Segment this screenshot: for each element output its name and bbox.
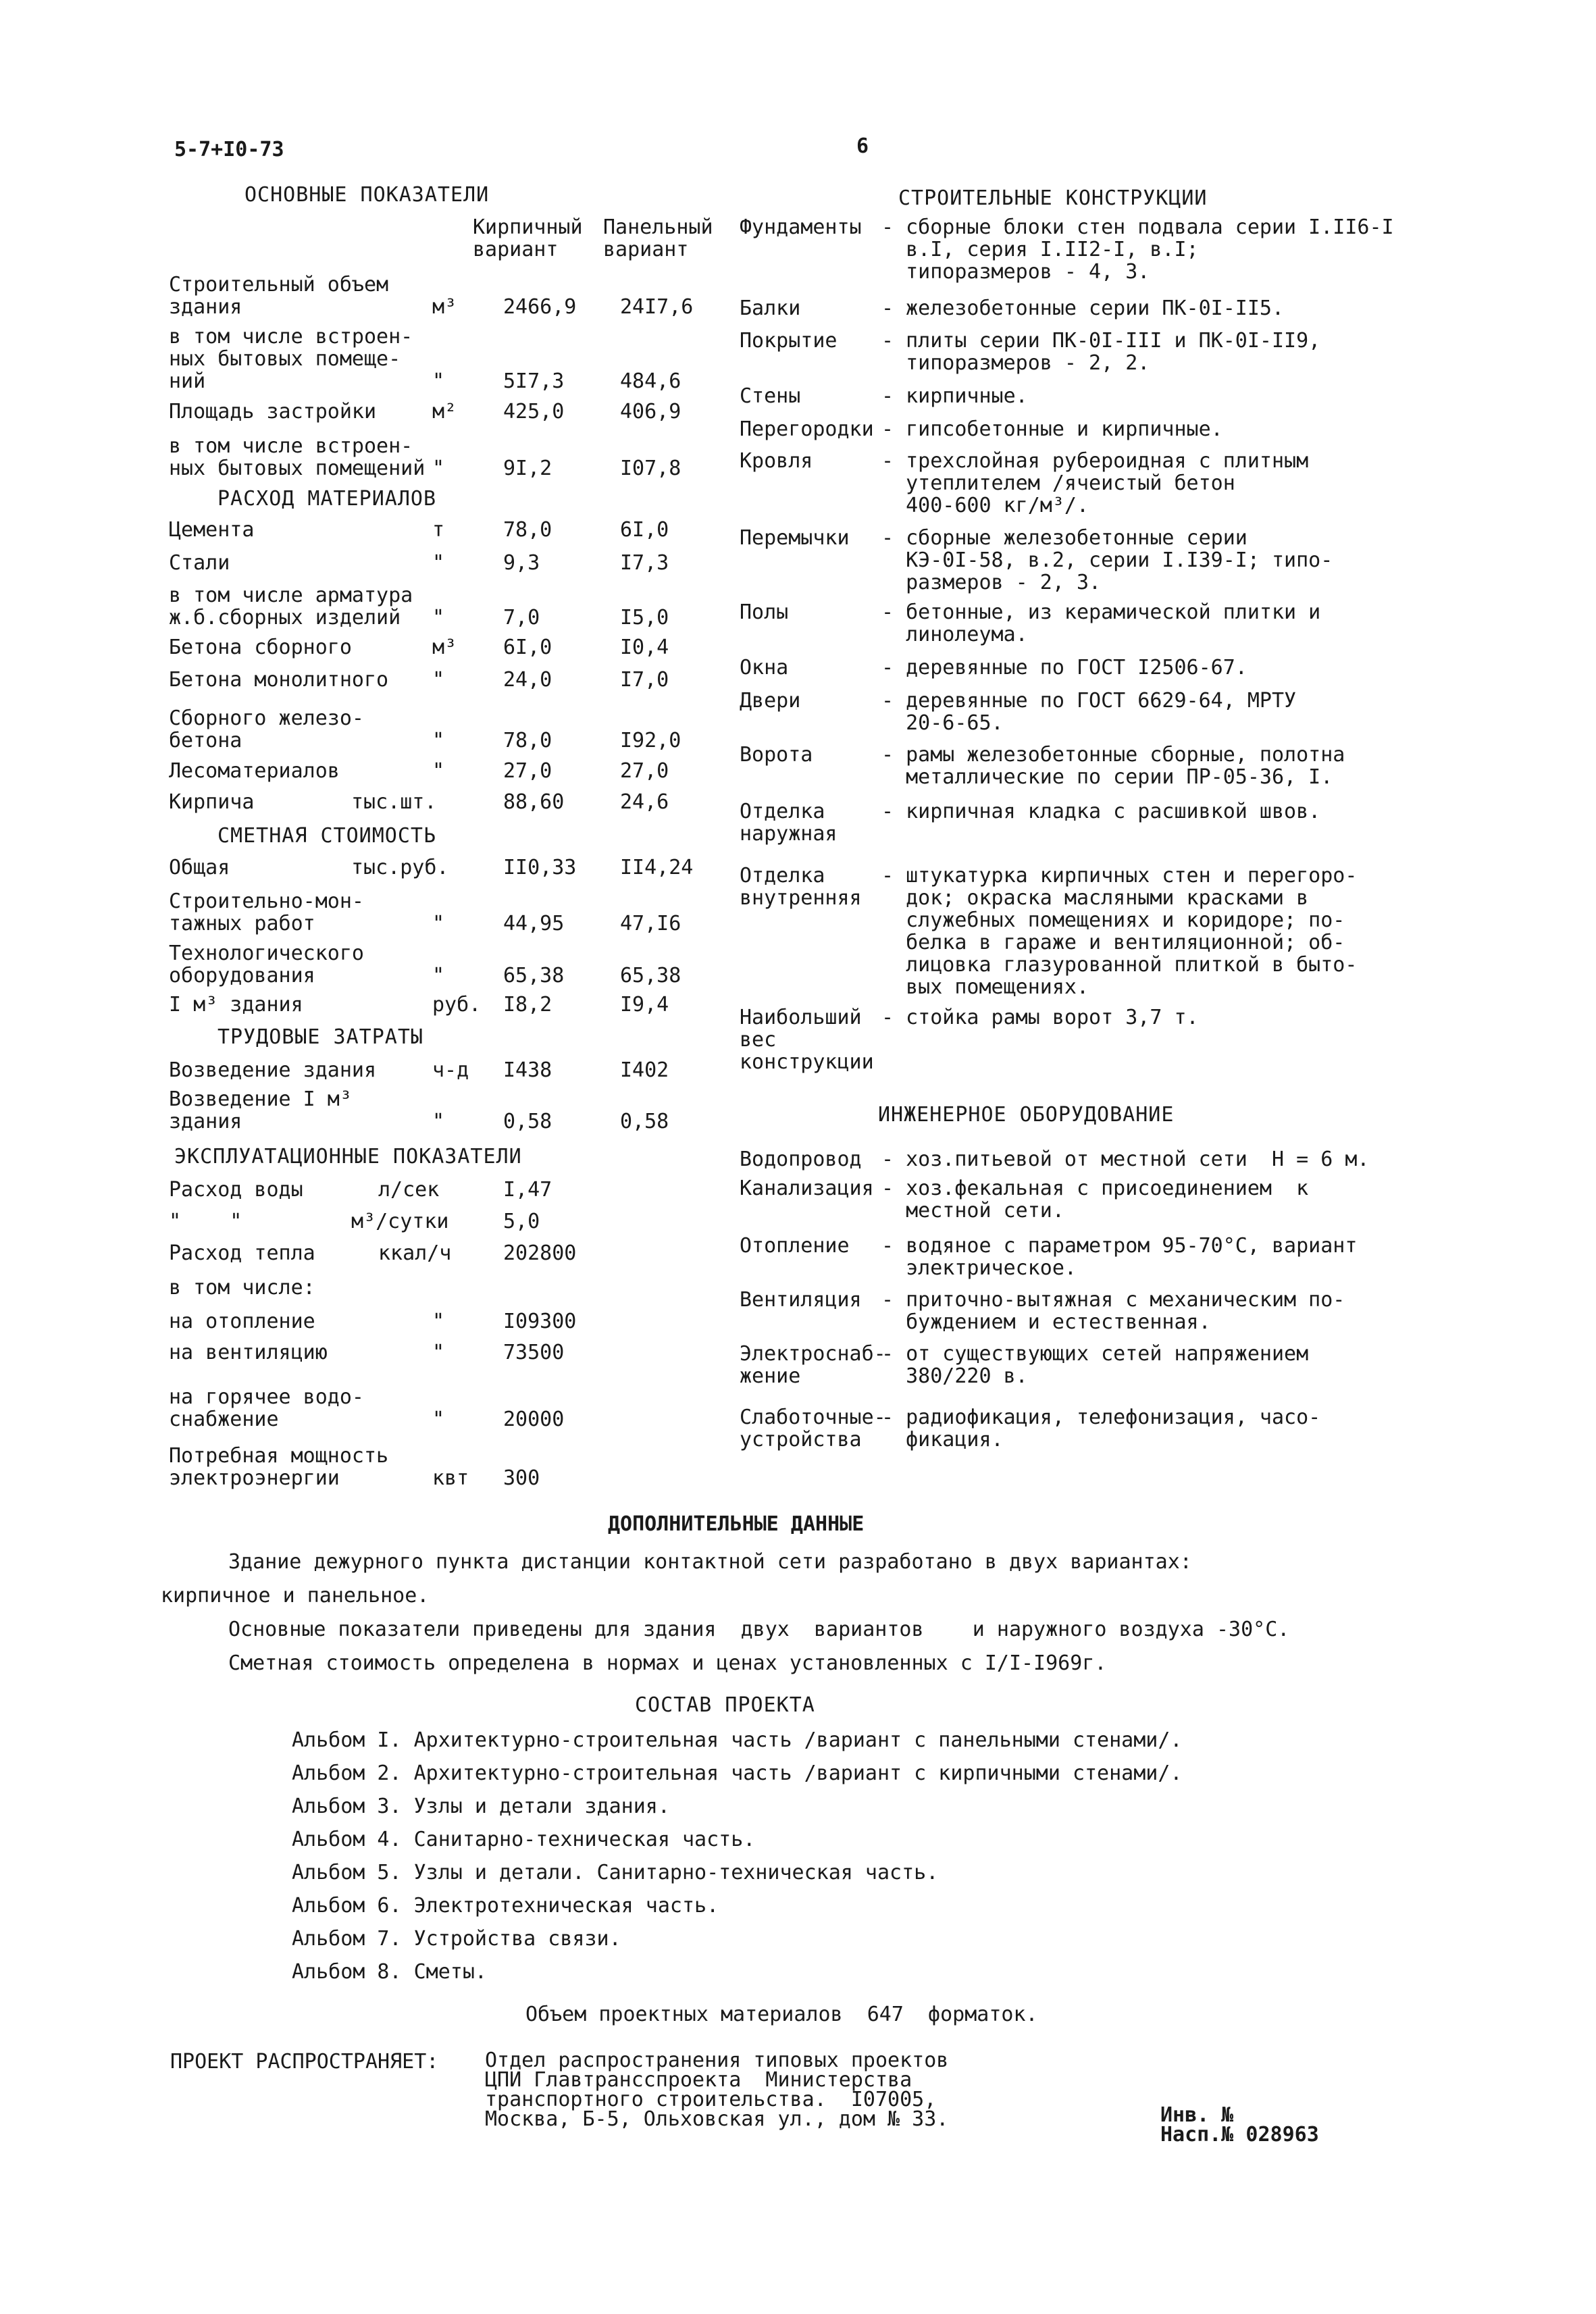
row-unit: " xyxy=(432,369,445,393)
value-brick: II0,33 xyxy=(503,856,577,879)
structure-description: - сборные блоки стен подвала серии I.II6-I в.I, серия I.II2-I, в.I; типоразмеров - 4, 3. xyxy=(881,215,1394,284)
value-brick: 27,0 xyxy=(503,759,552,783)
album-item: Альбом 5. Узлы и детали. Санитарно-техническая часть. xyxy=(292,1861,939,1884)
value-brick: 24,0 xyxy=(503,668,552,692)
value-brick: 88,60 xyxy=(503,790,565,814)
structure-name: Кровля xyxy=(740,449,813,473)
structure-name: Ворота xyxy=(740,743,813,767)
value-panel: I7,3 xyxy=(620,551,669,575)
additional-paragraph-2: Основные показатели приведены для здания двух вариантов и наружного воздуха -30°С. xyxy=(228,1618,1290,1641)
row-unit: " xyxy=(432,551,445,575)
row-label: в том числе арматура ж.б.сборных изделий xyxy=(169,584,413,629)
row-label: Потребная мощность электроэнергии xyxy=(169,1444,389,1490)
structure-description: - кирпичная кладка с расшивкой швов. xyxy=(881,800,1321,823)
row-unit: тыс.руб. xyxy=(351,856,449,879)
row-unit: " xyxy=(432,1341,445,1364)
value-panel: 406,9 xyxy=(620,400,681,423)
equipment-name: Отопление xyxy=(740,1234,850,1258)
value-brick: 78,0 xyxy=(503,729,552,752)
value-brick: 5I7,3 xyxy=(503,369,565,393)
row-unit: " xyxy=(432,964,445,987)
row-label: I м³ здания xyxy=(169,993,303,1017)
row-unit: " xyxy=(432,912,445,935)
structure-description: - бетонные, из керамической плитки и линолеума. xyxy=(881,600,1321,646)
row-unit: " xyxy=(432,1110,445,1133)
value-brick: 65,38 xyxy=(503,964,565,987)
passport-number: Насп.№ 028963 xyxy=(1160,2123,1319,2146)
value-panel: 65,38 xyxy=(620,964,681,987)
structure-name: Отделка внутренняя xyxy=(740,864,862,910)
section-heading: РАСХОД МАТЕРИАЛОВ xyxy=(217,487,437,511)
structure-description: - штукатурка кирпичных стен и перегоро- док; окраска масляными красками в служебных помещениях и коридоре; по- белка в гараже и вентиляционной; об- лицовка глазурованной плиткой в быто- вых помещениях. xyxy=(881,864,1358,999)
structure-description: - деревянные по ГОСТ 6629-64, МРТУ 20-6-65. xyxy=(881,689,1297,735)
value-brick: 425,0 xyxy=(503,400,565,423)
structure-name: Фундаменты xyxy=(740,215,862,239)
value-brick: 0,58 xyxy=(503,1110,552,1133)
row-label: Возведение I м³ здания xyxy=(169,1087,352,1133)
value-panel: I07,8 xyxy=(620,457,681,480)
equipment-name: Водопровод xyxy=(740,1148,862,1171)
page-number: 6 xyxy=(856,134,869,158)
engineering-title: ИНЖЕНЕРНОЕ ОБОРУДОВАНИЕ xyxy=(878,1103,1175,1127)
equipment-name: Вентиляция xyxy=(740,1288,862,1312)
row-unit: " xyxy=(432,759,445,783)
structure-description: - деревянные по ГОСТ I2506-67. xyxy=(881,656,1247,679)
row-label: Технологического оборудования xyxy=(169,942,364,987)
album-item: Альбом 2. Архитектурно-строительная часть /вариант с кирпичными стенами/. xyxy=(292,1762,1183,1785)
row-label: Кирпича xyxy=(169,790,255,814)
additional-paragraph-3: Сметная стоимость определена в нормах и ценах установленных с I/I-I969г. xyxy=(228,1651,1107,1675)
value-brick: 20000 xyxy=(503,1408,565,1431)
value-panel: 6I,0 xyxy=(620,518,669,542)
equipment-name: Канализация xyxy=(740,1177,874,1200)
structure-name: Перемычки xyxy=(740,526,850,550)
structure-name: Отделка наружная xyxy=(740,800,838,846)
row-label: " " xyxy=(169,1210,242,1233)
value-panel: 0,58 xyxy=(620,1110,669,1133)
row-label: на вентиляцию xyxy=(169,1341,328,1364)
equipment-description: - хоз.питьевой от местной сети Н = 6 м. xyxy=(881,1148,1370,1171)
album-item: Альбом 3. Узлы и детали здания. xyxy=(292,1795,670,1818)
value-brick: I438 xyxy=(503,1058,552,1082)
row-unit: руб. xyxy=(432,993,482,1017)
structures-title: СТРОИТЕЛЬНЫЕ КОНСТРУКЦИИ xyxy=(898,186,1208,210)
distributor-line: ЦПИ Главтрансспроекта Министерства xyxy=(485,2068,912,2092)
row-label: Строительно-мон- тажных работ xyxy=(169,890,364,935)
row-label: на горячее водо- снабжение xyxy=(169,1385,364,1431)
value-brick: 78,0 xyxy=(503,518,552,542)
row-unit: квт xyxy=(432,1466,469,1490)
structure-description: - железобетонные серии ПК-0I-II5. xyxy=(881,297,1285,320)
distributor-label: ПРОЕКТ РАСПРОСТРАНЯЕТ: xyxy=(170,2050,439,2074)
row-unit: " xyxy=(432,1310,445,1333)
value-panel: I402 xyxy=(620,1058,669,1082)
additional-paragraph-1b: кирпичное и панельное. xyxy=(161,1584,430,1608)
equipment-description: - от существующих сетей напряжением 380/220 в. xyxy=(881,1342,1309,1388)
row-unit: ккал/ч xyxy=(378,1241,452,1265)
inventory-number: Инв. № xyxy=(1160,2103,1234,2127)
value-panel: 24,6 xyxy=(620,790,669,814)
album-item: Альбом I. Архитектурно-строительная часть /вариант с панельными стенами/. xyxy=(292,1728,1183,1752)
equipment-description: - водяное с параметром 95-70°С, вариант электрическое. xyxy=(881,1234,1358,1280)
structure-name: Стены xyxy=(740,384,801,408)
row-unit: т xyxy=(432,518,445,542)
row-label: Общая xyxy=(169,856,230,879)
value-brick: I8,2 xyxy=(503,993,552,1017)
value-panel: 27,0 xyxy=(620,759,669,783)
row-label: на отопление xyxy=(169,1310,315,1333)
value-brick: 6I,0 xyxy=(503,636,552,659)
additional-paragraph-1a: Здание дежурного пункта дистанции контактной сети разработано в двух вариантах: xyxy=(228,1550,1192,1574)
row-unit: л/сек xyxy=(378,1178,440,1202)
value-panel: I0,4 xyxy=(620,636,669,659)
album-item: Альбом 4. Санитарно-техническая часть. xyxy=(292,1828,756,1851)
value-brick: 9,3 xyxy=(503,551,540,575)
distributor-line: Москва, Б-5, Ольховская ул., дом № 33. xyxy=(485,2107,949,2131)
composition-title: СОСТАВ ПРОЕКТА xyxy=(635,1693,815,1717)
structure-name: Перегородки xyxy=(740,417,874,441)
value-panel: I7,0 xyxy=(620,668,669,692)
row-label: Строительный объем здания xyxy=(169,273,389,319)
value-brick: 5,0 xyxy=(503,1210,540,1233)
structure-description: - гипсобетонные и кирпичные. xyxy=(881,417,1223,441)
value-panel: I5,0 xyxy=(620,606,669,629)
distributor-line: транспортного строительства. I07005, xyxy=(485,2088,937,2111)
row-label: Бетона сборного xyxy=(169,636,352,659)
row-label: Сборного железо- бетона xyxy=(169,706,364,752)
row-unit: тыс.шт. xyxy=(351,790,437,814)
value-brick: I09300 xyxy=(503,1310,577,1333)
distributor-line: Отдел распространения типовых проектов xyxy=(485,2049,949,2072)
equipment-description: - хоз.фекальная с присоединением к местной сети. xyxy=(881,1177,1309,1223)
value-brick: 7,0 xyxy=(503,606,540,629)
structure-name: Балки xyxy=(740,297,801,320)
value-brick: I,47 xyxy=(503,1178,552,1202)
row-unit: м² xyxy=(432,400,457,423)
value-panel: 484,6 xyxy=(620,369,681,393)
album-item: Альбом 6. Электротехническая часть. xyxy=(292,1894,719,1918)
section-heading: ТРУДОВЫЕ ЗАТРАТЫ xyxy=(217,1025,423,1049)
additional-title: ДОПОЛНИТЕЛЬНЫЕ ДАННЫЕ xyxy=(608,1512,865,1536)
structure-name: Наибольший вес конструкции xyxy=(740,1006,874,1074)
row-unit: " xyxy=(432,668,445,692)
equipment-description: - приточно-вытяжная с механическим по- буждением и естественная. xyxy=(881,1288,1345,1334)
album-item: Альбом 8. Сметы. xyxy=(292,1960,487,1984)
structure-description: - трехслойная рубероидная с плитным утеплителем /ячеистый бетон 400-600 кг/м³/. xyxy=(881,449,1309,517)
structure-description: - плиты серии ПК-0I-III и ПК-0I-II9, типоразмеров - 2, 2. xyxy=(881,329,1321,375)
value-brick: 2466,9 xyxy=(503,295,577,319)
col-panel-header: Панельный вариант xyxy=(603,215,713,261)
value-panel: 47,I6 xyxy=(620,912,681,935)
structure-description: - рамы железобетонные сборные, полотна металлические по серии ПР-05-36, I. xyxy=(881,743,1345,789)
value-brick: 9I,2 xyxy=(503,457,552,480)
value-panel: I92,0 xyxy=(620,729,681,752)
value-panel: I9,4 xyxy=(620,993,669,1017)
value-brick: 300 xyxy=(503,1466,540,1490)
structure-name: Покрытие xyxy=(740,329,838,353)
section-heading: ЭКСПЛУАТАЦИОННЫЕ ПОКАЗАТЕЛИ xyxy=(174,1145,522,1168)
equipment-name: Электроснаб- жение xyxy=(740,1342,886,1388)
value-panel: 24I7,6 xyxy=(620,295,694,319)
row-unit: м³/сутки xyxy=(351,1210,449,1233)
structure-description: - кирпичные. xyxy=(881,384,1028,408)
row-label: Расход воды xyxy=(169,1178,303,1202)
row-label: Стали xyxy=(169,551,230,575)
value-panel: II4,24 xyxy=(620,856,694,879)
row-label: в том числе: xyxy=(169,1276,315,1300)
col-brick-header: Кирпичный вариант xyxy=(473,215,583,261)
value-brick: 44,95 xyxy=(503,912,565,935)
structure-name: Двери xyxy=(740,689,801,713)
row-label: Цемента xyxy=(169,518,255,542)
row-unit: " xyxy=(432,606,445,629)
row-unit: м³ xyxy=(432,636,457,659)
materials-volume: Объем проектных материалов 647 форматок. xyxy=(525,2003,1038,2026)
structure-name: Полы xyxy=(740,600,789,624)
row-unit: м³ xyxy=(432,295,457,319)
row-label: Площадь застройки xyxy=(169,400,377,423)
structure-description: - сборные железобетонные серии КЭ-0I-58, в.2, серии I.I39-I; типо- размеров - 2, 3. xyxy=(881,526,1333,594)
document-code: 5-7+I0-73 xyxy=(174,138,284,161)
row-unit: ч-д xyxy=(432,1058,469,1082)
row-unit: " xyxy=(432,729,445,752)
row-label: Возведение здания xyxy=(169,1058,377,1082)
section-heading: СМЕТНАЯ СТОИМОСТЬ xyxy=(217,824,437,848)
structure-name: Окна xyxy=(740,656,789,679)
row-label: Бетона монолитного xyxy=(169,668,389,692)
row-unit: " xyxy=(432,457,445,480)
row-label: в том числе встроен- ных бытовых помещений xyxy=(169,434,426,480)
value-brick: 73500 xyxy=(503,1341,565,1364)
row-label: в том числе встроен- ных бытовых помеще- ний xyxy=(169,325,413,393)
main-indicators-title: ОСНОВНЫЕ ПОКАЗАТЕЛИ xyxy=(244,183,490,207)
equipment-name: Слаботочные- устройства xyxy=(740,1406,886,1451)
row-label: Расход тепла xyxy=(169,1241,315,1265)
album-item: Альбом 7. Устройства связи. xyxy=(292,1927,621,1951)
equipment-description: - радиофикация, телефонизация, часо- фикация. xyxy=(881,1406,1321,1451)
value-brick: 202800 xyxy=(503,1241,577,1265)
structure-description: - стойка рамы ворот 3,7 т. xyxy=(881,1006,1199,1029)
row-label: Лесоматериалов xyxy=(169,759,340,783)
row-unit: " xyxy=(432,1408,445,1431)
